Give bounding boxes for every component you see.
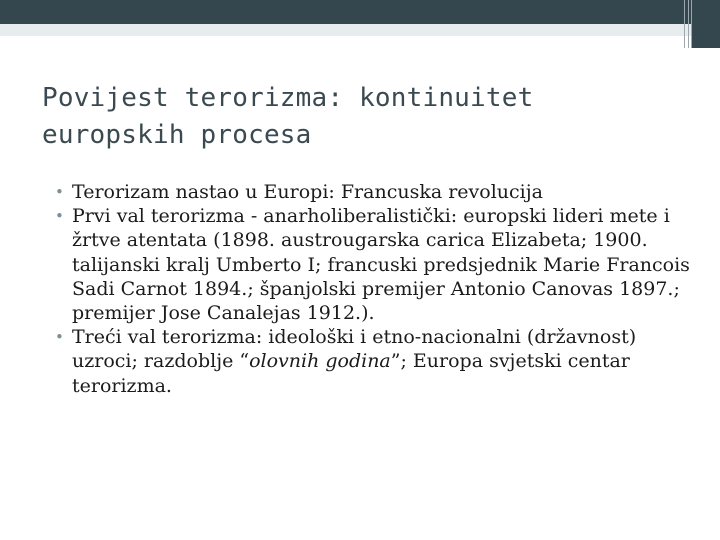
bullet-dot: • [55, 207, 64, 226]
bullet-text: Terorizam nastao u Europi: Francuska revolucija [72, 181, 543, 203]
slide-title: Povijest terorizma: kontinuitet europskih procesa [42, 83, 534, 150]
header-corner-block [692, 0, 720, 48]
slide-body [55, 180, 695, 398]
bullet-item [55, 180, 695, 204]
bullet-dot: • [55, 183, 64, 201]
header-stripe-3 [691, 0, 692, 48]
header-accent-strip [0, 24, 720, 36]
header-stripe-1 [684, 0, 685, 48]
bullet-item [55, 325, 695, 398]
bullet-dot: • [55, 328, 64, 347]
header-bar [0, 0, 720, 24]
bullet-text: Prvi val terorizma - anarholiberalistički: europski lideri mete i žrtve atentata (1898. austrougarska carica Elizabeta; 1900. talijanski kralj Umberto I; francuski predsjednik Marie Francois Sadi Carnot 1894.; španjolski premijer Antonio Canovas 1897.; premijer Jose Canalejas 1912.). [72, 205, 690, 325]
bullet-item [55, 204, 695, 325]
bullet-text-italic: olovnih godina [249, 350, 391, 373]
bullet-text-before: Treći val terorizma: ideološki i etno-nacionalni (državnost) uzroci; razdoblje “ [72, 326, 637, 373]
header-stripe-2 [688, 0, 689, 48]
bullet-text-after: ”; Europa svjetski centar terorizma. [72, 350, 630, 397]
